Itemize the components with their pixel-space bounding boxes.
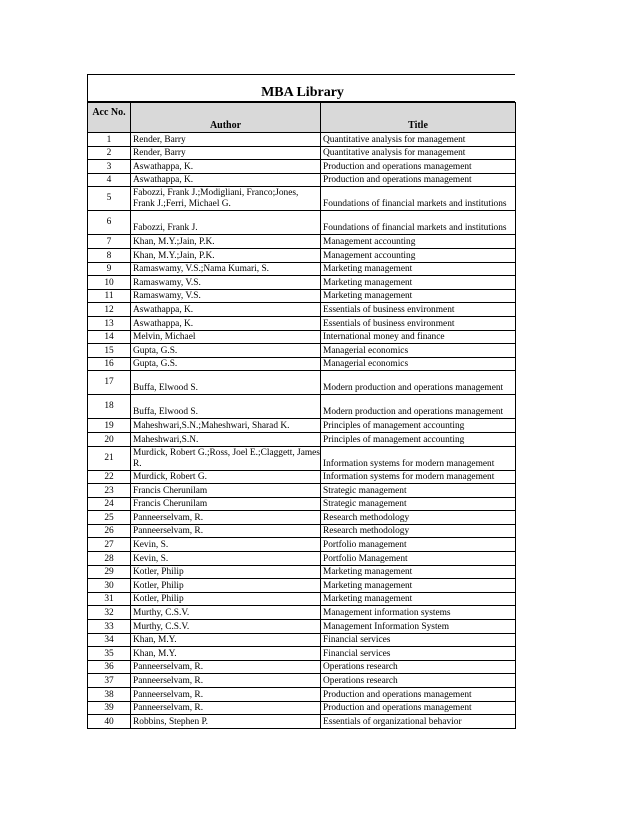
table-row <box>88 146 516 160</box>
title-cell: Modern production and operations management <box>321 371 516 395</box>
table-row <box>88 647 516 661</box>
table-row <box>88 371 516 395</box>
acc-no-cell: 2 <box>88 146 131 160</box>
title-cell: Production and operations management <box>321 160 516 174</box>
acc-no-cell: 28 <box>88 552 131 566</box>
title-cell: Operations research <box>321 674 516 688</box>
author-cell: Kevin, S. <box>131 538 321 552</box>
table-row <box>88 552 516 566</box>
table-body <box>88 133 516 729</box>
author-cell: Aswathappa, K. <box>131 173 321 187</box>
author-cell: Francis Cherunilam <box>131 497 321 511</box>
title-cell: Managerial economics <box>321 357 516 371</box>
acc-no-cell: 1 <box>88 133 131 147</box>
table-row <box>88 395 516 419</box>
author-cell: Kevin, S. <box>131 552 321 566</box>
author-cell: Aswathappa, K. <box>131 160 321 174</box>
title-cell: Strategic management <box>321 497 516 511</box>
table-row <box>88 620 516 634</box>
title-cell: Marketing management <box>321 289 516 303</box>
acc-no-cell: 13 <box>88 316 131 330</box>
title-cell: International money and finance <box>321 330 516 344</box>
author-cell: Panneerselvam, R. <box>131 511 321 525</box>
acc-no-cell: 35 <box>88 647 131 661</box>
title-cell: Operations research <box>321 660 516 674</box>
library-table <box>87 102 516 729</box>
author-cell: Khan, M.Y.;Jain, P.K. <box>131 248 321 262</box>
title-cell: Research methodology <box>321 511 516 525</box>
table-row <box>88 211 516 235</box>
acc-no-cell: 33 <box>88 620 131 634</box>
author-cell: Fabozzi, Frank J. <box>131 211 321 235</box>
author-cell: Ramaswamy, V.S.;Nama Kumari, S. <box>131 262 321 276</box>
acc-no-cell: 20 <box>88 432 131 446</box>
table-row <box>88 133 516 147</box>
author-cell: Fabozzi, Frank J.;Modigliani, Franco;Jones, Frank J.;Ferri, Michael G. <box>131 187 321 211</box>
acc-no-cell: 25 <box>88 511 131 525</box>
table-row <box>88 524 516 538</box>
title-cell: Marketing management <box>321 592 516 606</box>
author-header: Author <box>131 103 321 133</box>
author-cell: Melvin, Michael <box>131 330 321 344</box>
title-cell: Financial services <box>321 633 516 647</box>
table-row <box>88 262 516 276</box>
table-row <box>88 484 516 498</box>
author-cell: Maheshwari,S.N. <box>131 432 321 446</box>
author-cell: Aswathappa, K. <box>131 303 321 317</box>
table-row <box>88 160 516 174</box>
acc-no-cell: 38 <box>88 688 131 702</box>
table-row <box>88 565 516 579</box>
title-cell: Essentials of business environment <box>321 303 516 317</box>
acc-no-cell: 32 <box>88 606 131 620</box>
title-cell: Marketing management <box>321 565 516 579</box>
table-row <box>88 419 516 433</box>
author-cell: Murthy, C.S.V. <box>131 620 321 634</box>
acc-no-cell: 8 <box>88 248 131 262</box>
acc-no-cell: 24 <box>88 497 131 511</box>
acc-no-cell: 26 <box>88 524 131 538</box>
table-row <box>88 701 516 715</box>
acc-no-cell: 40 <box>88 715 131 729</box>
acc-no-cell: 5 <box>88 187 131 211</box>
author-cell: Panneerselvam, R. <box>131 674 321 688</box>
author-cell: Murthy, C.S.V. <box>131 606 321 620</box>
table-row <box>88 538 516 552</box>
title-cell: Essentials of organizational behavior <box>321 715 516 729</box>
acc-no-cell: 17 <box>88 371 131 395</box>
acc-no-cell: 12 <box>88 303 131 317</box>
table-row <box>88 606 516 620</box>
author-cell: Khan, M.Y. <box>131 647 321 661</box>
table-row <box>88 688 516 702</box>
author-cell: Kotler, Philip <box>131 592 321 606</box>
table-row <box>88 187 516 211</box>
author-cell: Panneerselvam, R. <box>131 660 321 674</box>
title-cell: Quantitative analysis for management <box>321 146 516 160</box>
library-sheet <box>87 74 515 729</box>
table-row <box>88 235 516 249</box>
table-row <box>88 330 516 344</box>
table-row <box>88 344 516 358</box>
author-cell: Khan, M.Y.;Jain, P.K. <box>131 235 321 249</box>
table-row <box>88 579 516 593</box>
title-cell: Essentials of business environment <box>321 316 516 330</box>
title-cell: Quantitative analysis for management <box>321 133 516 147</box>
title-cell: Principles of management accounting <box>321 432 516 446</box>
title-cell: Information systems for modern management <box>321 446 516 470</box>
acc-no-cell: 6 <box>88 211 131 235</box>
title-header: Title <box>321 103 516 133</box>
title-cell: Foundations of financial markets and institutions <box>321 187 516 211</box>
author-cell: Panneerselvam, R. <box>131 524 321 538</box>
title-cell: Portfolio management <box>321 538 516 552</box>
table-row <box>88 497 516 511</box>
table-row <box>88 470 516 484</box>
acc-no-cell: 9 <box>88 262 131 276</box>
author-cell: Panneerselvam, R. <box>131 688 321 702</box>
sheet-title-row <box>87 74 515 102</box>
title-cell: Production and operations management <box>321 173 516 187</box>
title-cell: Management Information System <box>321 620 516 634</box>
title-cell: Information systems for modern management <box>321 470 516 484</box>
acc-no-cell: 14 <box>88 330 131 344</box>
header-row <box>88 103 516 133</box>
title-cell: Management accounting <box>321 248 516 262</box>
author-cell: Murdick, Robert G.;Ross, Joel E.;Claggett, James R. <box>131 446 321 470</box>
table-row <box>88 511 516 525</box>
author-cell: Gupta, G.S. <box>131 344 321 358</box>
table-row <box>88 276 516 290</box>
author-cell: Murdick, Robert G. <box>131 470 321 484</box>
acc-no-cell: 16 <box>88 357 131 371</box>
title-cell: Management accounting <box>321 235 516 249</box>
acc-no-cell: 19 <box>88 419 131 433</box>
title-cell: Marketing management <box>321 579 516 593</box>
author-cell: Render, Barry <box>131 133 321 147</box>
title-cell: Portfolio Management <box>321 552 516 566</box>
table-row <box>88 289 516 303</box>
table-row <box>88 357 516 371</box>
title-cell: Marketing management <box>321 276 516 290</box>
author-cell: Maheshwari,S.N.;Maheshwari, Sharad K. <box>131 419 321 433</box>
acc-no-cell: 3 <box>88 160 131 174</box>
table-row <box>88 173 516 187</box>
table-row <box>88 432 516 446</box>
author-cell: Buffa, Elwood S. <box>131 395 321 419</box>
acc-no-cell: 23 <box>88 484 131 498</box>
author-cell: Render, Barry <box>131 146 321 160</box>
table-row <box>88 660 516 674</box>
title-cell: Strategic management <box>321 484 516 498</box>
title-cell: Modern production and operations management <box>321 395 516 419</box>
table-row <box>88 592 516 606</box>
acc-no-cell: 29 <box>88 565 131 579</box>
acc-no-cell: 22 <box>88 470 131 484</box>
acc-no-cell: 15 <box>88 344 131 358</box>
acc-no-cell: 30 <box>88 579 131 593</box>
author-cell: Ramaswamy, V.S. <box>131 289 321 303</box>
acc-no-header: Acc No. <box>88 103 131 133</box>
title-cell: Management information systems <box>321 606 516 620</box>
acc-no-cell: 21 <box>88 446 131 470</box>
title-cell: Foundations of financial markets and institutions <box>321 211 516 235</box>
title-cell: Production and operations management <box>321 701 516 715</box>
author-cell: Robbins, Stephen P. <box>131 715 321 729</box>
acc-no-cell: 18 <box>88 395 131 419</box>
table-row <box>88 674 516 688</box>
title-cell: Managerial economics <box>321 344 516 358</box>
acc-no-cell: 37 <box>88 674 131 688</box>
author-cell: Kotler, Philip <box>131 565 321 579</box>
author-cell: Francis Cherunilam <box>131 484 321 498</box>
title-cell: Financial services <box>321 647 516 661</box>
acc-no-cell: 11 <box>88 289 131 303</box>
acc-no-cell: 27 <box>88 538 131 552</box>
acc-no-cell: 31 <box>88 592 131 606</box>
acc-no-cell: 39 <box>88 701 131 715</box>
author-cell: Ramaswamy, V.S. <box>131 276 321 290</box>
title-cell: Research methodology <box>321 524 516 538</box>
author-cell: Gupta, G.S. <box>131 357 321 371</box>
title-cell: Marketing management <box>321 262 516 276</box>
acc-no-cell: 34 <box>88 633 131 647</box>
author-cell: Aswathappa, K. <box>131 316 321 330</box>
author-cell: Kotler, Philip <box>131 579 321 593</box>
author-cell: Panneerselvam, R. <box>131 701 321 715</box>
table-row <box>88 303 516 317</box>
author-cell: Buffa, Elwood S. <box>131 371 321 395</box>
acc-no-cell: 10 <box>88 276 131 290</box>
table-row <box>88 715 516 729</box>
acc-no-cell: 36 <box>88 660 131 674</box>
table-row <box>88 316 516 330</box>
table-row <box>88 633 516 647</box>
table-row <box>88 248 516 262</box>
table-row <box>88 446 516 470</box>
title-cell: Production and operations management <box>321 688 516 702</box>
acc-no-cell: 7 <box>88 235 131 249</box>
title-cell: Principles of management accounting <box>321 419 516 433</box>
author-cell: Khan, M.Y. <box>131 633 321 647</box>
sheet-title: MBA Library <box>261 85 344 100</box>
acc-no-cell: 4 <box>88 173 131 187</box>
